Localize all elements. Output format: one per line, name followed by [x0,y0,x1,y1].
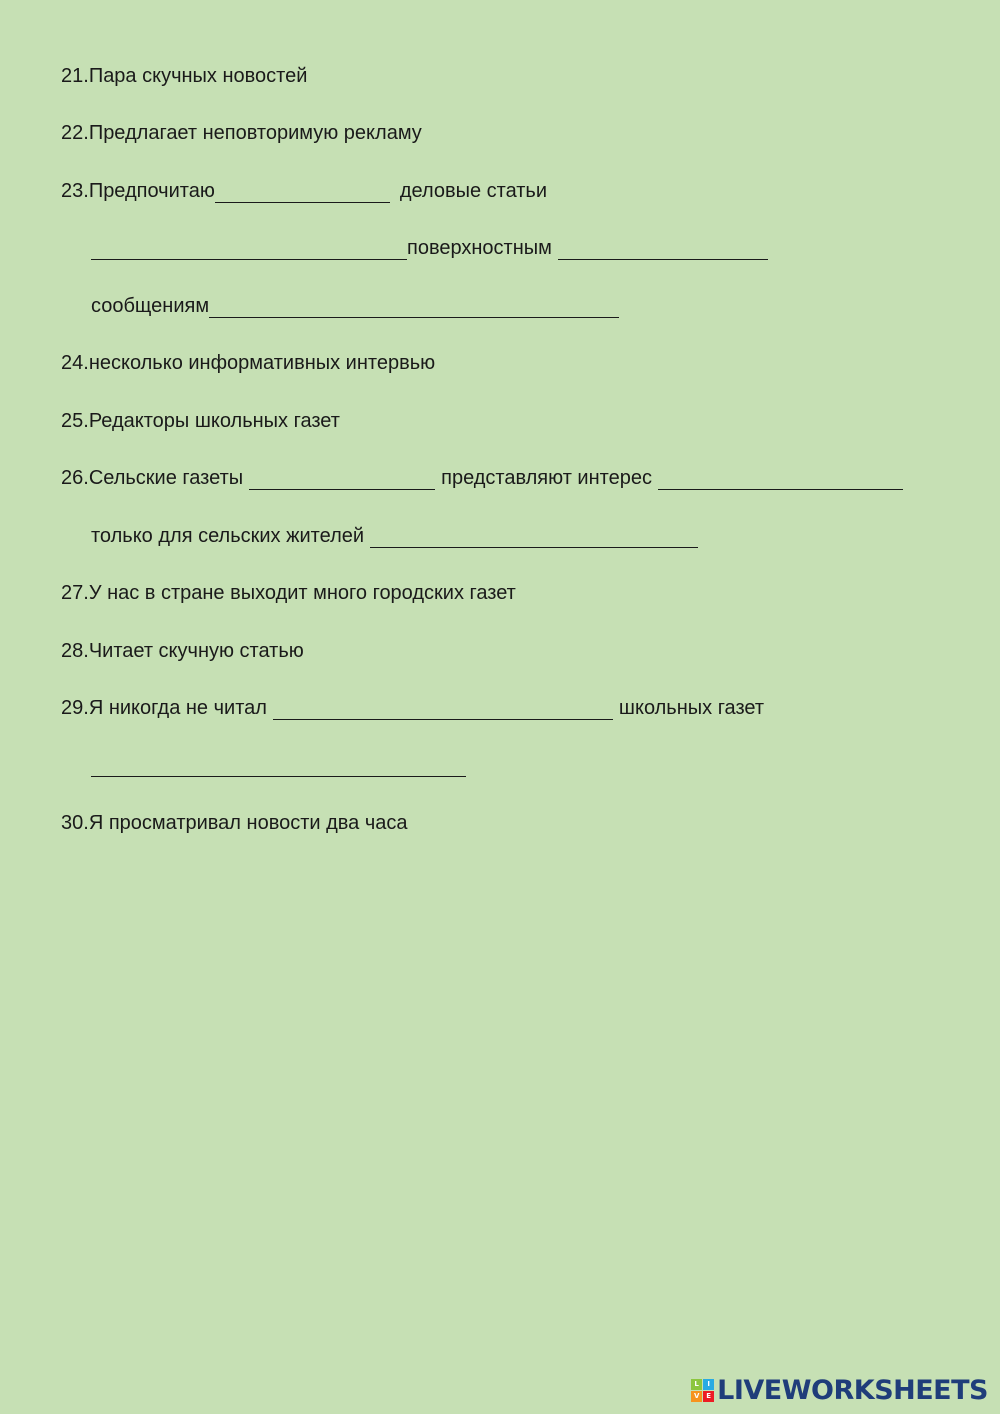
item-number: 23. [61,180,89,202]
item-number: 22. [61,122,89,144]
item-28 [61,639,304,663]
item-text: Сельские газеты [88,467,244,489]
answer-blank-29-1[interactable] [273,697,613,720]
item-text: представляют интерес [441,467,652,489]
item-22 [61,121,422,145]
liveworksheets-logo [691,1376,988,1404]
item-23-continuation-2 [91,294,619,318]
item-text: сообщениям [91,295,210,317]
logo-mark-cell: E [703,1391,714,1402]
item-number: 30. [61,812,89,834]
item-text: Предлагает неповторимую рекламу [88,122,422,144]
item-text: Пара скучных новостей [88,65,308,87]
item-text: Предпочитаю [88,180,215,202]
item-30 [61,811,408,835]
item-26-continuation [91,524,698,548]
answer-blank-23-1[interactable] [215,180,390,203]
item-text: поверхностным [407,237,552,259]
item-number: 21. [61,65,89,87]
item-number: 24. [61,352,89,374]
item-number: 27. [61,582,89,604]
item-text: школьных газет [618,697,765,719]
item-text: Читает скучную статью [88,640,304,662]
item-text: Я никогда не читал [88,697,267,719]
answer-blank-26-2[interactable] [658,467,903,490]
item-23 [61,179,547,203]
item-number: 26. [61,467,89,489]
item-text: несколько информативных интервью [88,352,436,374]
item-number: 28. [61,640,89,662]
item-text: У нас в стране выходит много городских газет [88,582,516,604]
item-23-continuation-1 [91,236,768,260]
logo-text: LIVEWORKSHEETS [717,1374,988,1406]
item-26 [61,466,903,490]
item-29-continuation [91,754,466,777]
answer-blank-26-1[interactable] [249,467,435,490]
item-27 [61,581,516,605]
item-text: деловые статьи [399,180,548,202]
item-text: только для сельских жителей [91,525,365,547]
answer-blank-23-2[interactable] [91,237,407,260]
item-number: 29. [61,697,89,719]
item-24 [61,351,435,375]
item-number: 25. [61,410,89,432]
answer-blank-23-4[interactable] [209,295,619,318]
answer-blank-23-3[interactable] [558,237,768,260]
item-29 [61,696,764,720]
item-text: Редакторы школьных газет [88,410,340,432]
answer-blank-29-2[interactable] [91,754,466,777]
logo-mark-cell: I [703,1379,714,1390]
logo-mark-cell: L [691,1379,702,1390]
logo-mark-cell: V [691,1391,702,1402]
logo-mark-icon [691,1379,714,1402]
answer-blank-26-3[interactable] [370,525,698,548]
item-21 [61,64,307,88]
item-text: Я просматривал новости два часа [88,812,408,834]
item-25 [61,409,340,433]
